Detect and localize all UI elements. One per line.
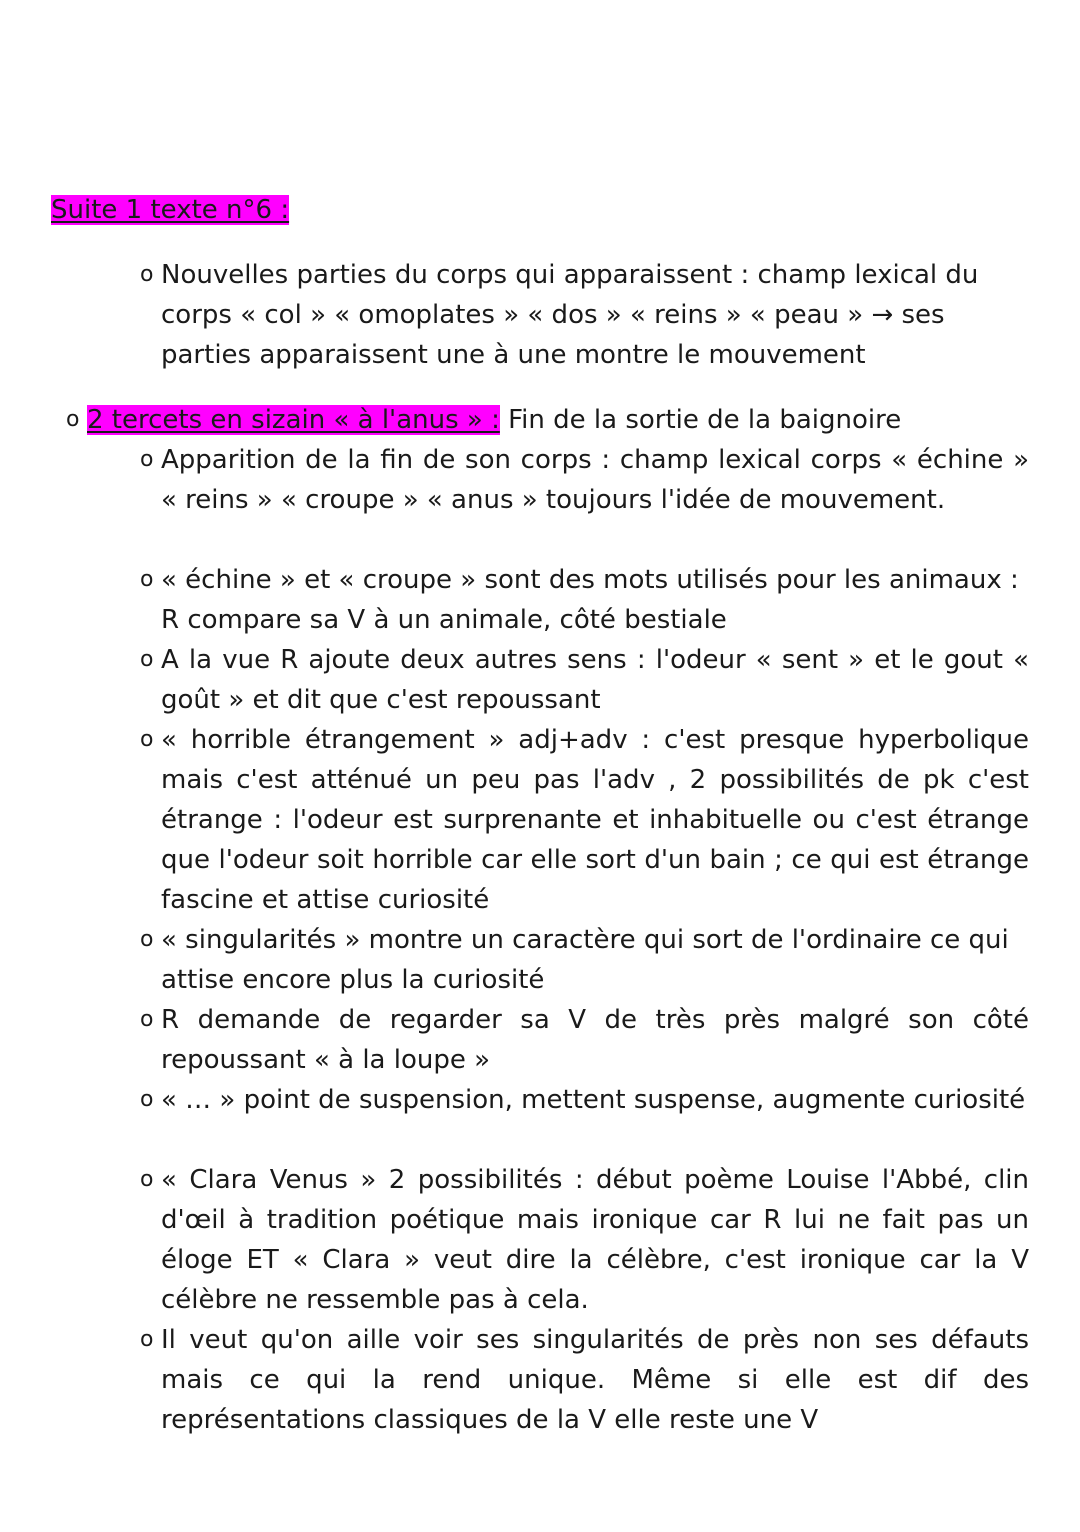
- list-item: R demande de regarder sa V de très près malgré son côté repoussant « à la loupe »: [161, 1005, 1029, 1075]
- bullet-marker: o: [66, 407, 80, 432]
- section-title: [51, 190, 289, 230]
- bullet-marker: o: [140, 1327, 154, 1352]
- list-item: « échine » et « croupe » sont des mots utilisés pour les animaux : R compare sa V à un animale, côté bestiale: [161, 565, 1019, 635]
- section-heading: [87, 400, 901, 440]
- bullet-marker: o: [140, 1167, 154, 1192]
- bullet-marker: o: [140, 647, 154, 672]
- list-item: « horrible étrangement » adj+adv : c'est presque hyperbolique mais c'est atténué un peu pas l'adv , 2 possibilités de pk c'est étrange : l'odeur est surprenante et inhabituelle ou c'est étrange que l'odeur soit horrible car elle sort d'un bain ; ce qui est étrange fascine et attise curiosité: [161, 725, 1029, 915]
- bullet-marker: o: [140, 567, 154, 592]
- list-item: « … » point de suspension, mettent suspense, augmente curiosité: [161, 1085, 1026, 1115]
- list-item: Apparition de la fin de son corps : champ lexical corps « échine » « reins » « croupe » « anus » toujours l'idée de mouvement.: [161, 445, 1029, 515]
- bullet-marker: o: [140, 927, 154, 952]
- list-item: « Clara Venus » 2 possibilités : début poème Louise l'Abbé, clin d'œil à tradition poétique mais ironique car R lui ne fait pas un éloge ET « Clara » veut dire la célèbre, c'est ironique car la V célèbre ne ressemble pas à cela.: [161, 1165, 1029, 1315]
- bullet-marker: o: [140, 727, 154, 752]
- bullet-marker: o: [140, 1007, 154, 1032]
- bullet-marker: o: [140, 447, 154, 472]
- bullet-marker: o: [140, 262, 154, 287]
- list-item: « singularités » montre un caractère qui sort de l'ordinaire ce qui attise encore plus la curiosité: [161, 925, 1009, 995]
- list-item: Il veut qu'on aille voir ses singularités de près non ses défauts mais ce qui la rend unique. Même si elle est dif des représentations classiques de la V elle reste une V: [161, 1325, 1029, 1435]
- section-heading-text: Fin de la sortie de la baignoire: [499, 405, 902, 435]
- section-title-highlight: Suite 1 texte n°6 :: [51, 195, 290, 225]
- list-item: A la vue R ajoute deux autres sens : l'odeur « sent » et le gout « goût » et dit que c'est repoussant: [161, 645, 1029, 715]
- section-heading-highlight: 2 tercets en sizain « à l'anus » :: [87, 405, 500, 435]
- list-item: Nouvelles parties du corps qui apparaissent : champ lexical du corps « col » « omoplates » « dos » « reins » « peau » → ses parties apparaissent une à une montre le mouvement: [161, 260, 979, 370]
- bullet-marker: o: [140, 1087, 154, 1112]
